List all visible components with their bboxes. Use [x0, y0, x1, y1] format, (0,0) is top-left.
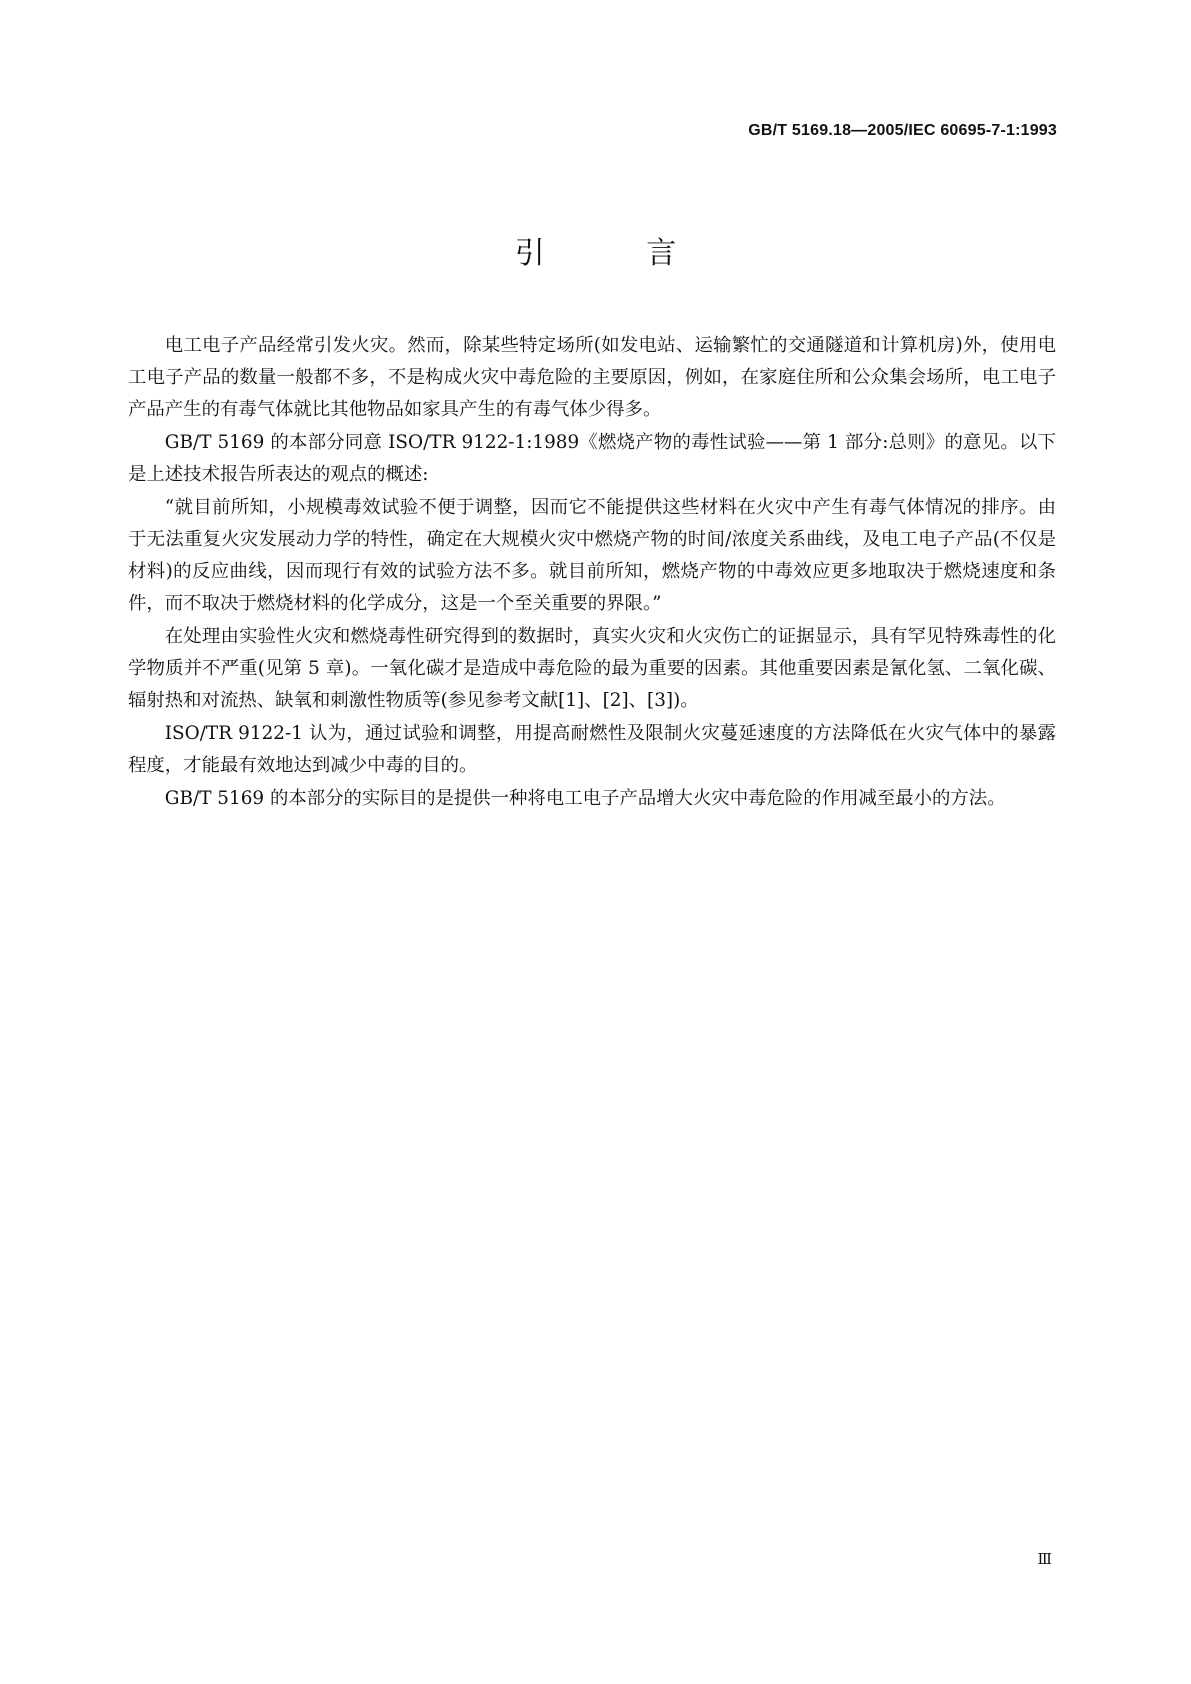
document-body [128, 330, 1056, 816]
paragraph-1: 电工电子产品经常引发火灾。然而，除某些特定场所(如发电站、运输繁忙的交通隧道和计算机房)外，使用电工电子产品的数量一般都不多，不是构成火灾中毒危险的主要原因，例如，在家庭住所和公众集会场所，电工电子产品产生的有毒气体就比其他物品如家具产生的有毒气体少得多。 [128, 335, 1056, 420]
paragraph-2: GB/T 5169 的本部分同意 ISO/TR 9122-1:1989《燃烧产物的毒性试验——第 1 部分:总则》的意见。以下是上述技术报告所表达的观点的概述: [128, 432, 1056, 485]
standard-code: GB/T 5169.18—2005/IEC 60695-7-1:1993 [748, 122, 1057, 139]
paragraph-6: GB/T 5169 的本部分的实际目的是提供一种将电工电子产品增大火灾中毒危险的作用减至最小的方法。 [164, 788, 1006, 809]
page-number: Ⅲ [1037, 1550, 1051, 1568]
paragraph-5: ISO/TR 9122-1 认为，通过试验和调整，用提高耐燃性及限制火灾蔓延速度的方法降低在火灾气体中的暴露程度，才能最有效地达到减少中毒的目的。 [128, 723, 1056, 776]
paragraph-3: “就目前所知，小规模毒效试验不便于调整，因而它不能提供这些材料在火灾中产生有毒气体情况的排序。由于无法重复火灾发展动力学的特性，确定在大规模火灾中燃烧产物的时间/浓度关系曲线，及电工电子产品(不仅是材料)的反应曲线，因而现行有效的试验方法不多。就目前所知，燃烧产物的中毒效应更多地取决于燃烧速度和条件，而不取决于燃烧材料的化学成分，这是一个至关重要的界限。” [128, 497, 1056, 614]
paragraph-4: 在处理由实验性火灾和燃烧毒性研究得到的数据时，真实火灾和火灾伤亡的证据显示，具有罕见特殊毒性的化学物质并不严重(见第 5 章)。一氧化碳才是造成中毒危险的最为重要的因素。其他重要因素是氰化氢、二氧化碳、辐射热和对流热、缺氧和刺激性物质等(参见参考文献[1]、[2]、[3])。 [128, 626, 1056, 711]
page-title: 引 言 [514, 236, 723, 271]
